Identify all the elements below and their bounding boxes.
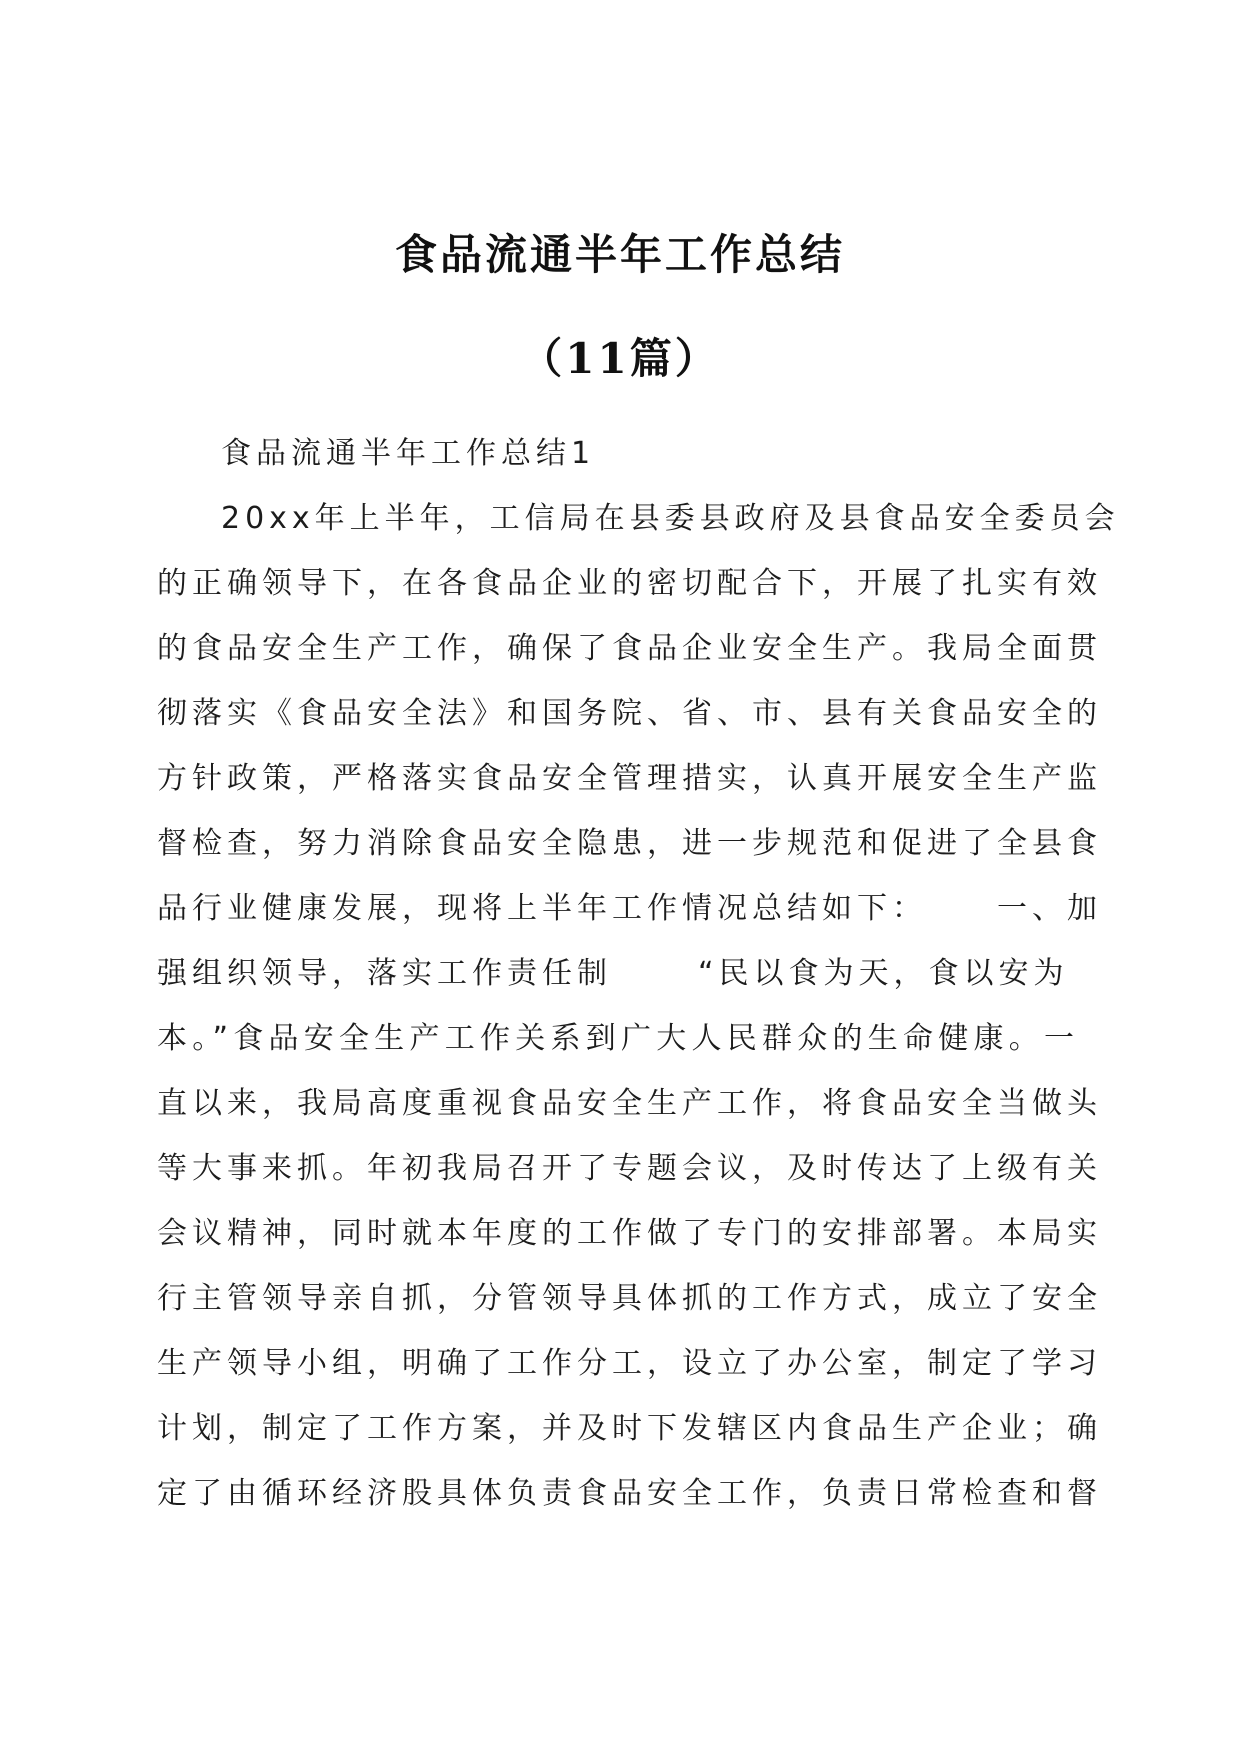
body-line: 会议精神，同时就本年度的工作做了专门的安排部署。本局实 [157, 1216, 1102, 1251]
body-line: 方针政策，严格落实食品安全管理措实，认真开展安全生产监 [157, 761, 1102, 796]
body-line: 行主管领导亲自抓，分管领导具体抓的工作方式，成立了安全 [157, 1281, 1102, 1316]
document-body [157, 421, 1120, 1526]
document-subtitle: （11篇） [520, 334, 720, 383]
document-title: 食品流通半年工作总结 [394, 230, 845, 279]
body-line: 彻落实《食品安全法》和国务院、省、市、县有关食品安全的 [157, 696, 1102, 731]
body-line: 的正确领导下，在各食品企业的密切配合下，开展了扎实有效 [157, 566, 1102, 601]
body-line-part: “民以食为天，食以安为 [698, 956, 1069, 991]
body-line-part: 品行业健康发展，现将上半年工作情况总结如下： [157, 891, 927, 926]
body-line: 等大事来抓。年初我局召开了专题会议，及时传达了上级有关 [157, 1151, 1102, 1186]
body-line: 计划，制定了工作方案，并及时下发辖区内食品生产企业；确 [157, 1411, 1102, 1446]
body-line: 直以来，我局高度重视食品安全生产工作，将食品安全当做头 [157, 1086, 1102, 1121]
body-line: 本。”食品安全生产工作关系到广大人民群众的生命健康。一 [157, 1021, 1079, 1056]
body-line-part: 一、加 [997, 891, 1102, 926]
section-heading: 食品流通半年工作总结1 [221, 436, 596, 471]
body-line: 定了由循环经济股具体负责食品安全工作，负责日常检查和督 [157, 1476, 1102, 1511]
body-line-part: 强组织领导，落实工作责任制 [157, 956, 612, 991]
body-line: 督检查，努力消除食品安全隐患，进一步规范和促进了全县食 [157, 826, 1102, 861]
body-line: 生产领导小组，明确了工作分工，设立了办公室，制定了学习 [157, 1346, 1102, 1381]
body-line [157, 941, 1079, 1006]
body-line [157, 876, 1102, 941]
body-line: 20xx年上半年，工信局在县委县政府及县食品安全委员会 [221, 501, 1120, 536]
body-line: 的食品安全生产工作，确保了食品企业安全生产。我局全面贯 [157, 631, 1102, 666]
